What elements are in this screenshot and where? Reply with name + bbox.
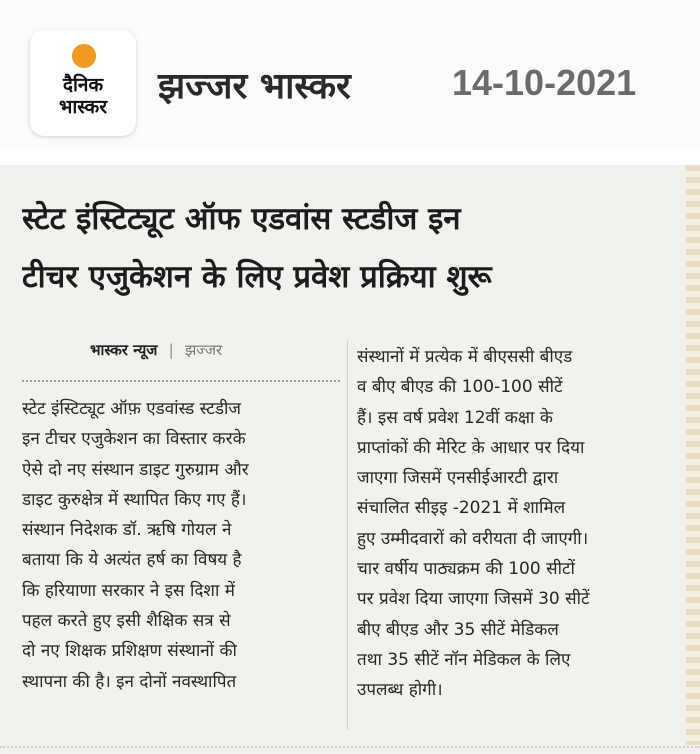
body-line: ऐसे दो नए संस्थान डाइट गुरुग्राम और [22, 459, 249, 480]
headline-line-2: टीचर एजुकेशन के लिए प्रवेश प्रक्रिया शुरू [22, 259, 492, 295]
torn-paper-edge [686, 165, 700, 745]
article-column-1 [22, 394, 340, 697]
article-headline [22, 190, 672, 306]
body-line: पहल करते हुए इसी शैक्षिक सत्र से [22, 611, 231, 632]
body-line: स्थापना की है। इन दोनों नवस्थापित [22, 671, 237, 692]
body-line: प्राप्तांकों की मेरिट के आधार पर दिया [357, 437, 585, 458]
body-line: बीए बीएड और 35 सीटें मेडिकल [357, 619, 559, 640]
body-line: व बीए बीएड की 100-100 सीटें [357, 377, 563, 398]
body-line: कि हरियाणा सरकार ने इस दिशा में [22, 580, 235, 601]
body-line: स्टेट इंस्टिट्यूट ऑफ़ एडवांस्ड स्टडीज [22, 399, 241, 419]
body-line: बताया कि ये अत्यंत हर्ष का विषय है [22, 550, 242, 571]
body-line: संस्थान निदेशक डॉ. ऋषि गोयल ने [22, 520, 232, 541]
body-line: पर प्रवेश दिया जाएगा जिसमें 30 सीटें [357, 589, 590, 610]
body-line: चार वर्षीय पाठ्यक्रम की 100 सीटों [357, 559, 575, 580]
byline-source: भास्कर न्यूज [90, 341, 158, 359]
byline [90, 340, 222, 360]
body-line: तथा 35 सीटें नॉन मेडिकल के लिए [357, 649, 571, 670]
body-line: संस्थानों में प्रत्येक में बीएससी बीएड [357, 347, 573, 367]
body-line: हुए उम्मीदवारों को वरीयता दी जाएगी। [357, 528, 589, 549]
byline-divider [22, 380, 340, 382]
publication-name: झज्जर भास्कर [158, 66, 351, 107]
body-line: इन टीचर एजुकेशन का विस्तार करके [22, 429, 246, 450]
publication-header [0, 0, 700, 150]
publication-date: 14-10-2021 [452, 62, 637, 103]
logo-line-1: दैनिक [62, 74, 104, 96]
logo-line-2: भास्कर [58, 96, 108, 118]
headline-line-1: स्टेट इंस्टिट्यूट ऑफ एडवांस स्टडीज इन [22, 201, 461, 237]
body-line: जाएगा जिसमें एनसीईआरटी द्वारा [357, 468, 559, 489]
body-line: संचालित सीइइ -2021 में शामिल [357, 498, 566, 519]
body-line: उपलब्ध होगी। [357, 680, 443, 701]
column-divider [347, 340, 348, 730]
sun-icon [72, 44, 96, 68]
body-line: दो नए शिक्षक प्रशिक्षण संस्थानों की [22, 641, 237, 662]
body-line: डाइट कुरुक्षेत्र में स्थापित किए गए हैं। [22, 489, 247, 510]
bottom-divider [0, 746, 700, 748]
byline-separator: | [168, 341, 174, 359]
body-line: हैं। इस वर्ष प्रवेश 12वीं कक्षा के [357, 407, 553, 428]
article-column-2 [357, 342, 665, 706]
dainik-bhaskar-logo [30, 30, 136, 136]
byline-place: झज्जर [184, 341, 223, 359]
